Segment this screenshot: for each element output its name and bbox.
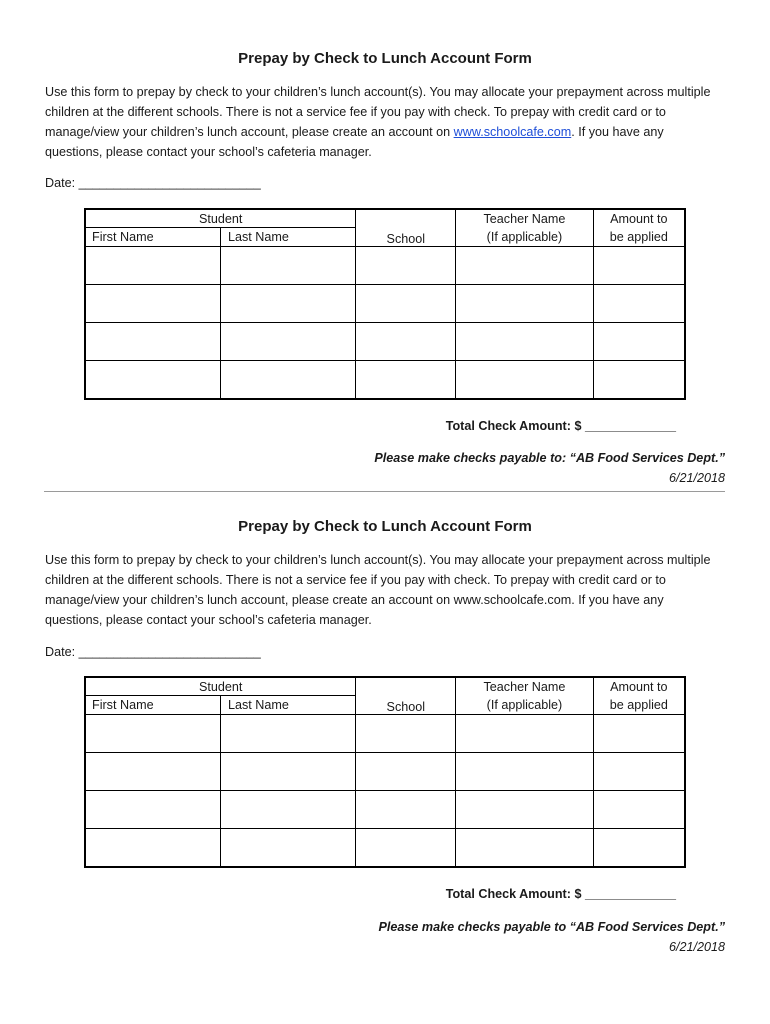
intro-line: children at the different schools. There is not a service fee if you pay with check. To prepay with credit card or to xyxy=(45,105,666,119)
last-name-cell[interactable] xyxy=(220,753,355,791)
intro-text: . If you have any xyxy=(571,125,664,139)
last-name-cell[interactable] xyxy=(220,323,355,361)
amount-header-line: Amount to xyxy=(610,680,668,694)
last-name-cell[interactable] xyxy=(220,361,355,400)
school-cell[interactable] xyxy=(356,715,456,753)
form-title: Prepay by Check to Lunch Account Form xyxy=(238,518,532,535)
school-cell[interactable] xyxy=(356,829,456,868)
last-name-cell[interactable] xyxy=(220,791,355,829)
schoolcafe-link[interactable]: www.schoolcafe.com xyxy=(453,125,572,139)
payable-note: Please make checks payable to “AB Food Services Dept.” xyxy=(378,920,725,934)
first-name-cell[interactable] xyxy=(85,753,220,791)
intro-line: questions, please contact your school’s cafeteria manager. xyxy=(45,145,372,159)
date-field[interactable]: Date: __________________________ xyxy=(45,645,261,659)
school-cell[interactable] xyxy=(356,753,456,791)
school-cell[interactable] xyxy=(356,247,456,285)
amount-cell[interactable] xyxy=(593,323,685,361)
intro-line: children at the different schools. There is not a service fee if you pay with check. To prepay with credit card or to xyxy=(45,573,666,587)
total-check-amount-field[interactable]: Total Check Amount: $ _____________ xyxy=(445,887,676,901)
teacher-header-line: Teacher Name xyxy=(483,212,566,226)
teacher-header xyxy=(456,209,594,247)
first-name-header: First Name xyxy=(85,228,220,247)
first-name-cell[interactable] xyxy=(85,829,220,868)
teacher-cell[interactable] xyxy=(456,791,594,829)
intro-text: manage/view your children’s lunch account, please create an account on xyxy=(45,125,454,139)
school-cell[interactable] xyxy=(356,791,456,829)
table-row xyxy=(85,791,685,829)
intro-line: questions, please contact your school’s cafeteria manager. xyxy=(45,613,372,627)
last-name-header: Last Name xyxy=(220,228,355,247)
table-row xyxy=(85,361,685,400)
form-title: Prepay by Check to Lunch Account Form xyxy=(238,50,532,67)
student-table xyxy=(84,208,686,400)
first-name-cell[interactable] xyxy=(85,361,220,400)
school-cell[interactable] xyxy=(356,285,456,323)
amount-header xyxy=(593,209,685,247)
last-name-cell[interactable] xyxy=(220,829,355,868)
school-header: School xyxy=(356,677,456,715)
last-name-cell[interactable] xyxy=(220,715,355,753)
teacher-cell[interactable] xyxy=(456,361,594,400)
date-field[interactable]: Date: __________________________ xyxy=(45,176,261,190)
amount-cell[interactable] xyxy=(593,715,685,753)
teacher-cell[interactable] xyxy=(456,285,594,323)
first-name-cell[interactable] xyxy=(85,791,220,829)
first-name-header: First Name xyxy=(85,696,220,715)
amount-header-line: be applied xyxy=(609,698,668,712)
amount-cell[interactable] xyxy=(593,791,685,829)
first-name-cell[interactable] xyxy=(85,285,220,323)
table-row xyxy=(85,753,685,791)
amount-header-line: Amount to xyxy=(610,212,668,226)
amount-cell[interactable] xyxy=(593,247,685,285)
school-header: School xyxy=(356,209,456,247)
form-date: 6/21/2018 xyxy=(668,471,725,485)
teacher-header-line: (If applicable) xyxy=(486,698,563,712)
student-table xyxy=(84,676,686,868)
amount-header-line: be applied xyxy=(609,230,668,244)
school-cell[interactable] xyxy=(356,361,456,400)
amount-header xyxy=(593,677,685,715)
student-header: Student xyxy=(85,677,356,696)
first-name-cell[interactable] xyxy=(85,247,220,285)
intro-line: manage/view your children’s lunch account, please create an account on www.schoolcafe.com. If you have any xyxy=(45,593,664,607)
intro-line xyxy=(45,122,735,142)
amount-cell[interactable] xyxy=(593,753,685,791)
last-name-cell[interactable] xyxy=(220,247,355,285)
teacher-cell[interactable] xyxy=(456,715,594,753)
table-row xyxy=(85,247,685,285)
first-name-cell[interactable] xyxy=(85,323,220,361)
table-row xyxy=(85,285,685,323)
last-name-header: Last Name xyxy=(220,696,355,715)
form-date: 6/21/2018 xyxy=(668,940,725,954)
teacher-cell[interactable] xyxy=(456,323,594,361)
teacher-cell[interactable] xyxy=(456,753,594,791)
school-cell[interactable] xyxy=(356,323,456,361)
teacher-header-line: Teacher Name xyxy=(483,680,566,694)
teacher-header xyxy=(456,677,594,715)
student-header: Student xyxy=(85,209,356,228)
intro-line: Use this form to prepay by check to your children’s lunch account(s). You may allocate your prepayment across multiple xyxy=(45,553,711,567)
teacher-header-line: (If applicable) xyxy=(486,230,563,244)
teacher-cell[interactable] xyxy=(456,829,594,868)
teacher-cell[interactable] xyxy=(456,247,594,285)
intro-paragraph xyxy=(45,82,735,162)
intro-paragraph xyxy=(45,550,735,630)
payable-note: Please make checks payable to: “AB Food Services Dept.” xyxy=(374,451,725,465)
table-row xyxy=(85,829,685,868)
intro-line: Use this form to prepay by check to your children’s lunch account(s). You may allocate your prepayment across multiple xyxy=(45,85,711,99)
amount-cell[interactable] xyxy=(593,361,685,400)
form-divider xyxy=(44,491,725,492)
amount-cell[interactable] xyxy=(593,285,685,323)
last-name-cell[interactable] xyxy=(220,285,355,323)
amount-cell[interactable] xyxy=(593,829,685,868)
table-row xyxy=(85,715,685,753)
total-check-amount-field[interactable]: Total Check Amount: $ _____________ xyxy=(445,419,676,433)
first-name-cell[interactable] xyxy=(85,715,220,753)
table-row xyxy=(85,323,685,361)
